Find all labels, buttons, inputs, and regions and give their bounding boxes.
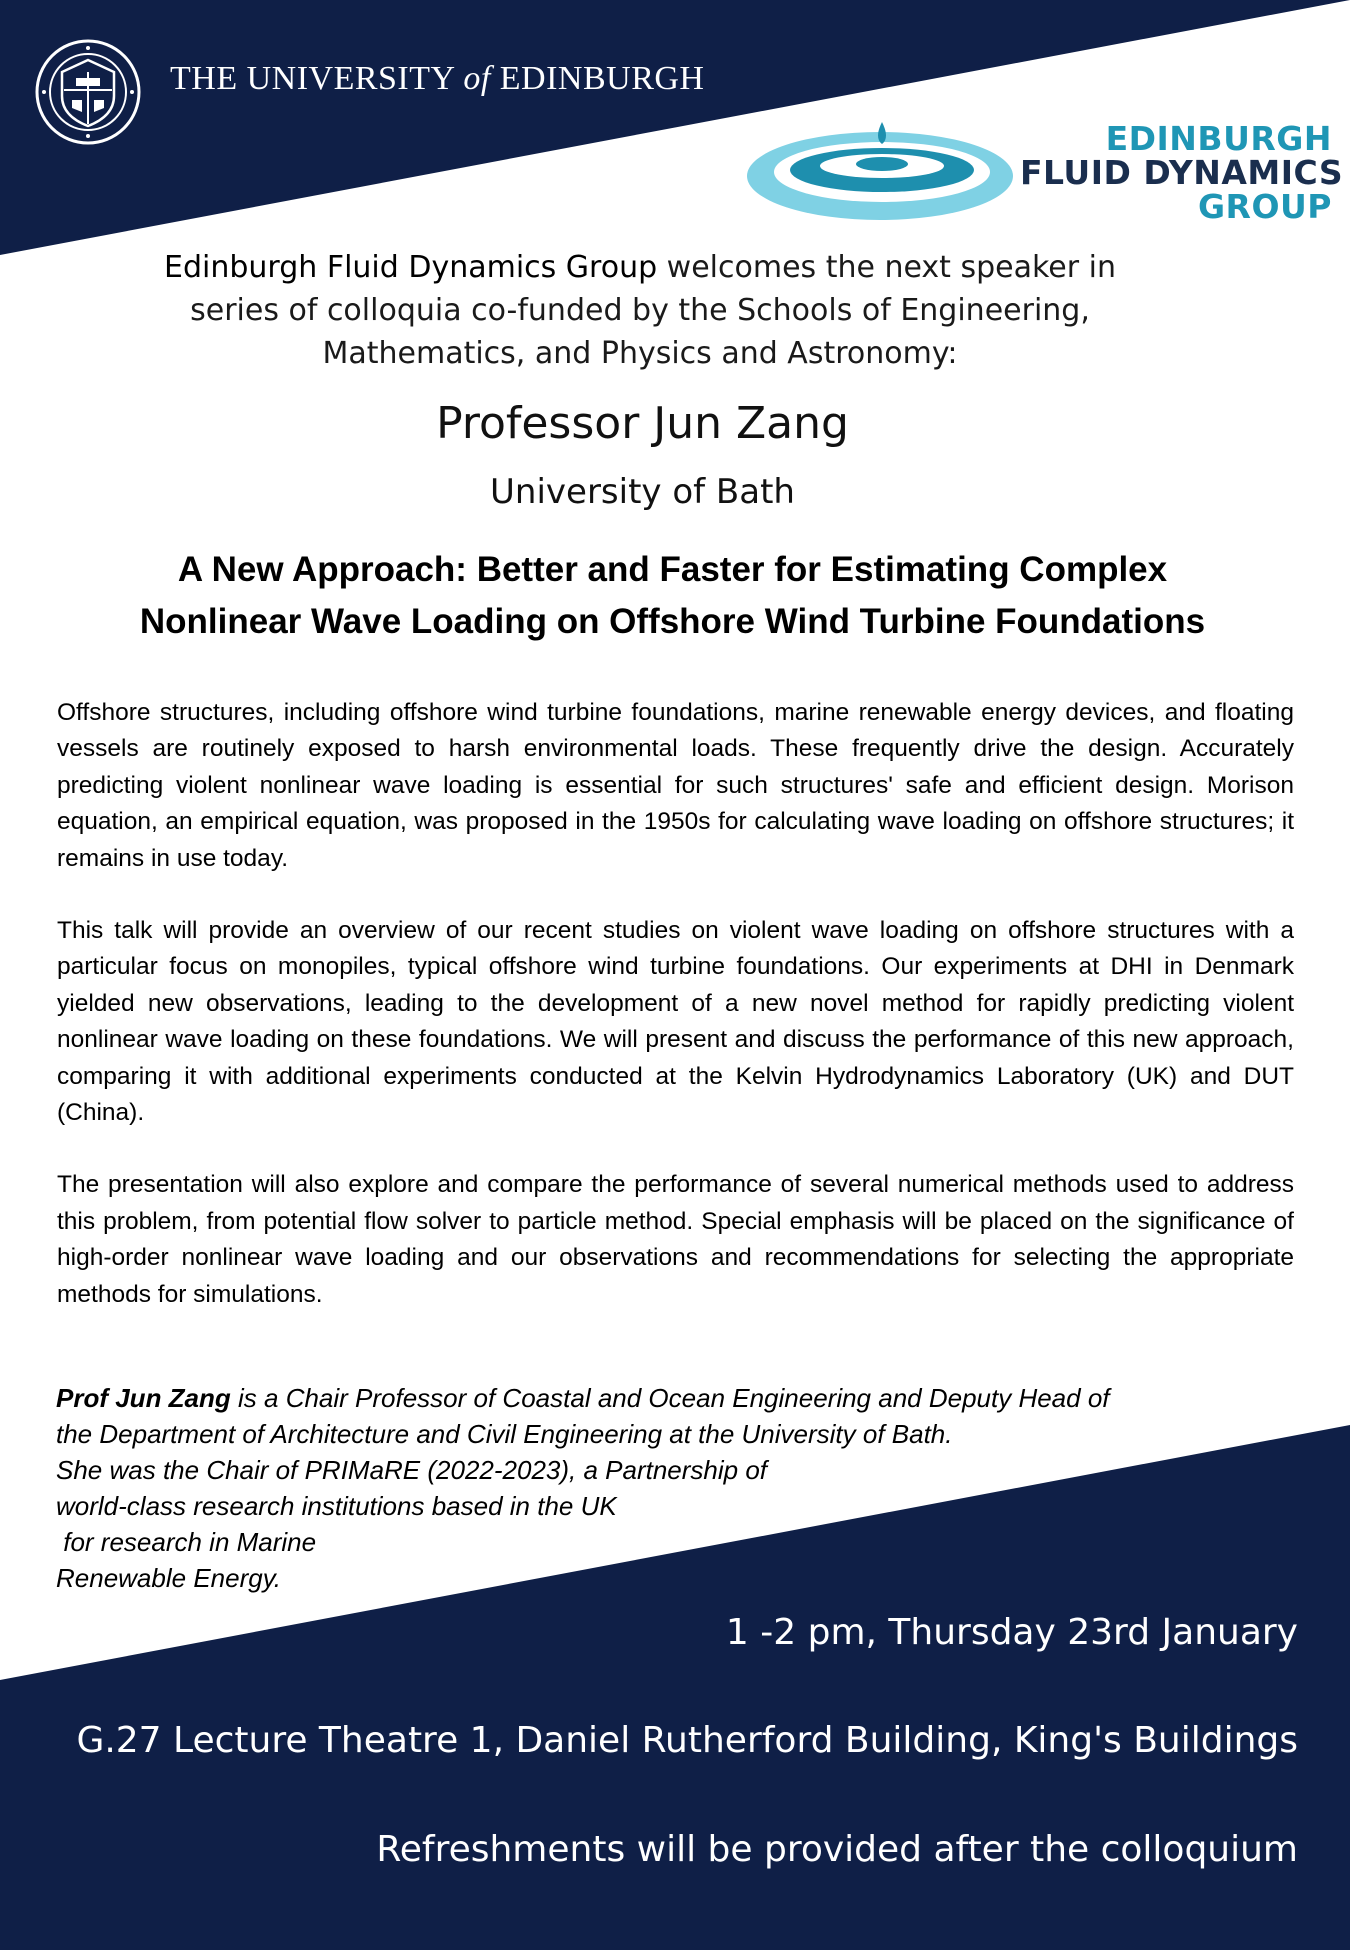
group-logo-line3: GROUP [1197, 187, 1332, 226]
university-seal-icon [34, 38, 142, 146]
intro-group-name: Edinburgh Fluid Dynamics Group [164, 250, 658, 285]
speaker-bio: Prof Jun Zang is a Chair Professor of Coastal and Ocean Engineering and Deputy Head of the Department of Architecture and Civil Engineering at the University of Bath. She was the Chair of PRIMaRE (2022-2023), a Partnership of world-class research institutions based in the UK for research in Marine Renewable Energy. [56, 1383, 1110, 1593]
talk-title: A New Approach: Better and Faster for Estimating Complex Nonlinear Wave Loading on Offshore Wind Turbine Foundations [139, 550, 1206, 641]
refreshments-note: Refreshments will be provided after the colloquium [376, 1829, 1298, 1870]
event-venue: G.27 Lecture Theatre 1, Daniel Rutherford Building, King's Buildings [76, 1720, 1298, 1761]
group-logo-text [1020, 119, 1344, 226]
abstract [57, 695, 1294, 1349]
intro-text: Edinburgh Fluid Dynamics Group welcomes the next speaker in series of colloquia co-funded by the Schools of Engineering, Mathematics, and Physics and Astronomy: [164, 250, 1116, 371]
abstract-paragraph: This talk will provide an overview of our recent studies on violent wave loading on offshore structures with a particular focus on monopiles, typical offshore wind turbine foundations. Our experiments at DHI in Denmark yielded new observations, leading to the development of a new novel method for rapidly predicting violent nonlinear wave loading on these foundations. We will present and discuss the performance of this new approach, comparing it with additional experiments conducted at the Kelvin Hydrodynamics Laboratory (UK) and DUT (China). [57, 917, 1294, 1127]
abstract-paragraph: Offshore structures, including offshore wind turbine foundations, marine renewable energy devices, and floating vessels are routinely exposed to harsh environmental loads. These frequently drive the design. Accurately predicting violent nonlinear wave loading is essential for such structures' safe and efficient design. Morison equation, an empirical equation, was proposed in the 1950s for calculating wave loading on offshore structures; it remains in use today. [57, 699, 1294, 872]
abstract-paragraph: The presentation will also explore and compare the performance of several numerical methods used to address this problem, from potential flow solver to particle method. Special emphasis will be placed on the significance of high-order nonlinear wave loading and our observations and recommendations for selecting the appropriate methods for simulations. [57, 1171, 1294, 1308]
water-drop-ripple-icon [740, 108, 1020, 228]
speaker-affiliation: University of Bath [490, 472, 795, 512]
group-logo-line2: FLUID DYNAMICS [1020, 153, 1344, 192]
event-time: 1 -2 pm, Thursday 23rd January [725, 1612, 1298, 1653]
group-logo-line1: EDINBURGH [1105, 119, 1332, 158]
speaker-name: Professor Jun Zang [436, 398, 849, 449]
university-name: THE UNIVERSITY of EDINBURGH [170, 60, 705, 97]
